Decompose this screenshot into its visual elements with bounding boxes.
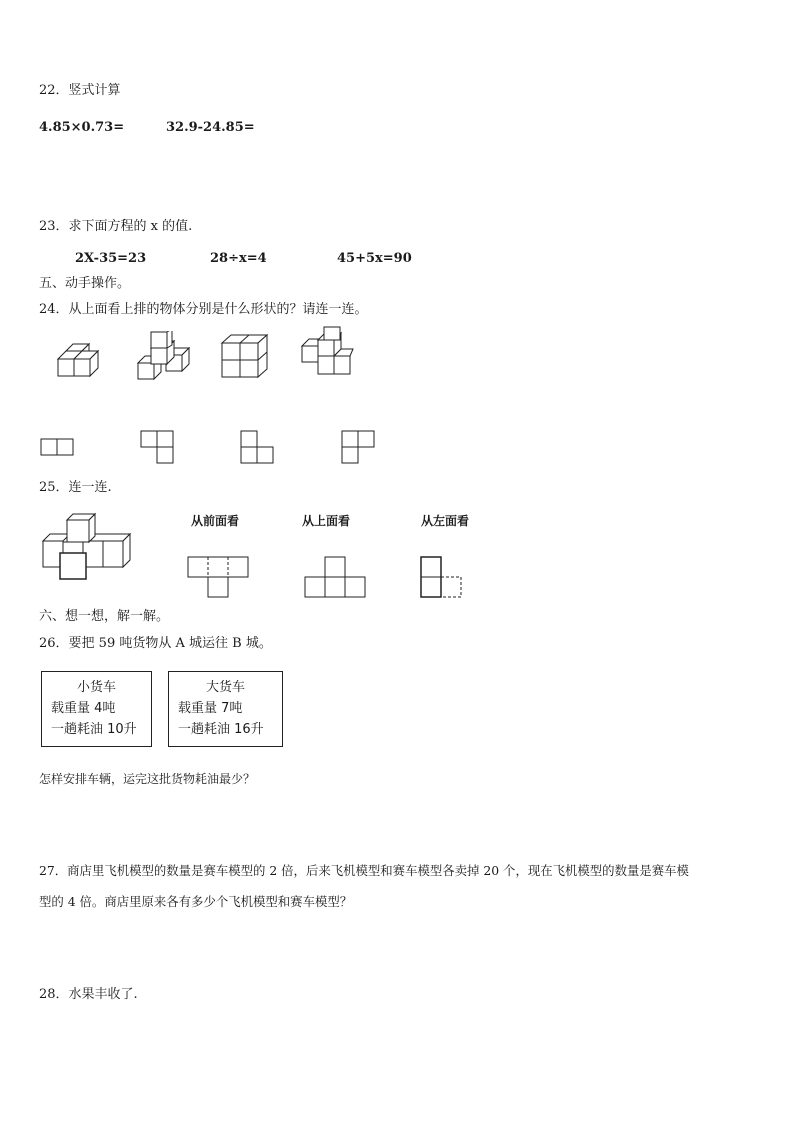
q24-top-view-1: [40, 438, 76, 458]
q24-object-3: [219, 333, 269, 379]
q22-expression-1: 4.85×0.73=: [39, 120, 125, 135]
q24-heading: 24．从上面看上排的物体分别是什么形状的？请连一连。: [39, 302, 368, 317]
q23-heading: 23．求下面方程的 x 的值.: [39, 219, 193, 234]
q25-view-label-left: 从左面看: [421, 514, 470, 528]
q22-expression-2: 32.9-24.85=: [166, 120, 255, 135]
q25-shape-2: [303, 555, 367, 599]
q26-heading: 26．要把 59 吨货物从 A 城运往 B 城。: [39, 636, 272, 651]
big-truck-load: 载重量 7吨: [178, 701, 243, 716]
q25-heading: 25．连一连.: [39, 480, 112, 495]
q25-view-label-top: 从上面看: [302, 514, 351, 528]
q23-equation-1: 2X-35=23: [75, 251, 147, 266]
big-truck-fuel: 一趟耗油 16升: [178, 722, 264, 737]
q25-shape-1: [186, 555, 250, 599]
q25-view-label-front: 从前面看: [191, 514, 240, 528]
small-truck-box: [41, 671, 152, 747]
q24-top-view-3: [240, 430, 276, 466]
q24-object-1: [55, 340, 107, 380]
q27-line-2: 型的 4 倍。商店里原来各有多少个飞机模型和赛车模型？: [39, 894, 353, 909]
q24-object-4: [300, 326, 354, 380]
q24-object-2: [134, 331, 190, 383]
q26-question: 怎样安排车辆，运完这批货物耗油最少？: [39, 772, 256, 786]
q23-equation-2: 28÷x=4: [210, 251, 267, 266]
section-6-title: 六、想一想，解一解。: [39, 609, 170, 624]
q23-equation-3: 45+5x=90: [337, 251, 412, 266]
big-truck-box: [168, 671, 283, 747]
q28-heading: 28．水果丰收了.: [39, 987, 138, 1002]
q27-line-1: 27．商店里飞机模型的数量是赛车模型的 2 倍，后来飞机模型和赛车模型各卖掉 20 个，现在飞机模型的数量是赛车模: [39, 863, 689, 878]
small-truck-load: 载重量 4吨: [51, 701, 116, 716]
q24-top-view-2: [140, 430, 176, 466]
big-truck-title: 大货车: [205, 680, 245, 695]
q22-heading: 22．竖式计算: [39, 83, 121, 98]
q25-shape-3: [419, 555, 465, 601]
q25-3d-object: [40, 512, 136, 580]
small-truck-fuel: 一趟耗油 10升: [51, 722, 137, 737]
small-truck-title: 小货车: [76, 680, 116, 695]
section-5-title: 五、动手操作。: [39, 276, 131, 291]
q24-top-view-4: [341, 430, 377, 466]
